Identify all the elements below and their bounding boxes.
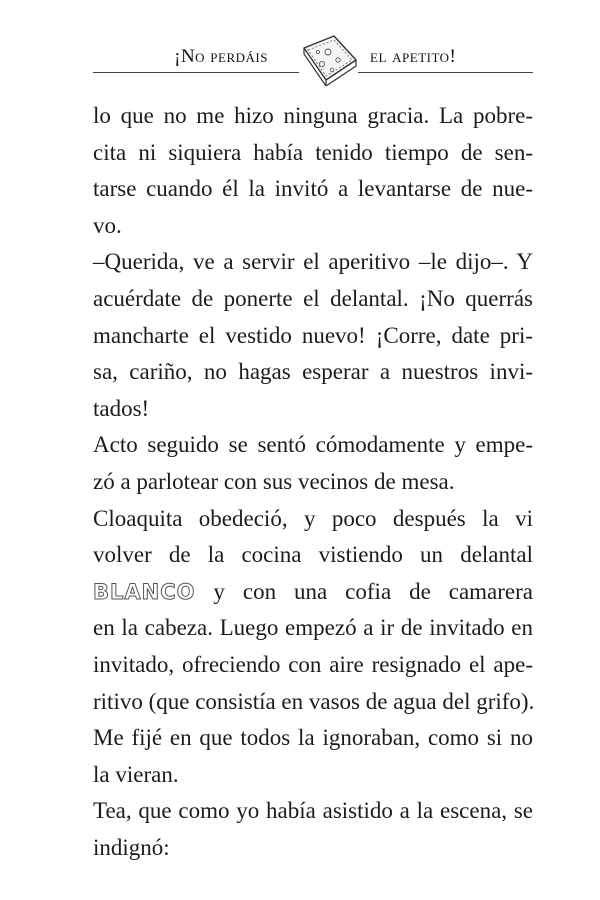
text-line: [93, 610, 533, 647]
text-line: [93, 757, 533, 794]
text-segment: cita ni siquiera había tenido tiempo de sen-: [93, 139, 533, 165]
text-segment: Acto seguido se sentó cómodamente y empe-: [93, 432, 533, 458]
header-rule-left: [93, 72, 299, 73]
text-line: [93, 684, 533, 721]
header-left-text: ¡No perdáis: [174, 46, 268, 67]
text-line: [93, 830, 533, 867]
text-segment: zó a parlotear con sus vecinos de mesa.: [93, 468, 455, 494]
text-line: [93, 318, 533, 355]
body-text: [93, 98, 533, 866]
text-segment: Me fijé en que todos la ignoraban, como si no: [93, 725, 533, 751]
text-segment: lo que no me hizo ninguna gracia. La pobre-: [93, 103, 533, 128]
text-segment: en la cabeza. Luego empezó a ir de invitado en: [93, 615, 533, 641]
text-line: [93, 171, 533, 208]
text-line: [93, 537, 533, 574]
text-line: [93, 354, 533, 391]
text-line: [93, 574, 533, 611]
text-segment: tarse cuando él la invitó a levantarse de nue-: [93, 176, 533, 202]
text-segment: acuérdate de ponerte el delantal. ¡No querrás: [93, 285, 533, 311]
text-segment: mancharte el vestido nuevo! ¡Corre, date pri-: [93, 322, 533, 348]
text-segment: Cloaquita obedeció, y poco después la vi: [93, 505, 533, 531]
text-line: [93, 281, 533, 318]
text-line: [93, 720, 533, 757]
text-segment: volver de la cocina vistiendo un delantal: [93, 542, 533, 568]
text-line: [93, 135, 533, 172]
text-line: [93, 98, 533, 135]
text-segment: invitado, ofreciendo con aire resignado el ape-: [93, 651, 533, 677]
text-line: [93, 208, 533, 245]
header-rule-right: [358, 72, 533, 73]
text-segment: Tea, que como yo había asistido a la escena, se: [93, 798, 533, 824]
header-right-text: el apetito!: [370, 46, 457, 67]
text-segment: y con una cofia de camarera: [195, 578, 533, 604]
text-line: [93, 647, 533, 684]
text-line: [93, 427, 533, 464]
text-line: [93, 464, 533, 501]
text-segment: ritivo (que consistía en vasos de agua del grifo).: [93, 688, 535, 714]
running-header: [0, 0, 600, 80]
cheese-slice-icon: [298, 30, 360, 86]
text-segment: vo.: [93, 212, 122, 238]
emphasis-word: BLANCO: [93, 579, 196, 604]
text-segment: indignó:: [93, 834, 170, 860]
text-line: [93, 793, 533, 830]
text-segment: la vieran.: [93, 761, 179, 787]
text-line: [93, 391, 533, 428]
text-line: [93, 501, 533, 538]
text-line: [93, 244, 533, 281]
text-segment: sa, cariño, no hagas esperar a nuestros invi-: [93, 359, 533, 385]
text-segment: tados!: [93, 395, 150, 421]
text-segment: –Querida, ve a servir el aperitivo –le dijo–. Y: [93, 249, 533, 275]
